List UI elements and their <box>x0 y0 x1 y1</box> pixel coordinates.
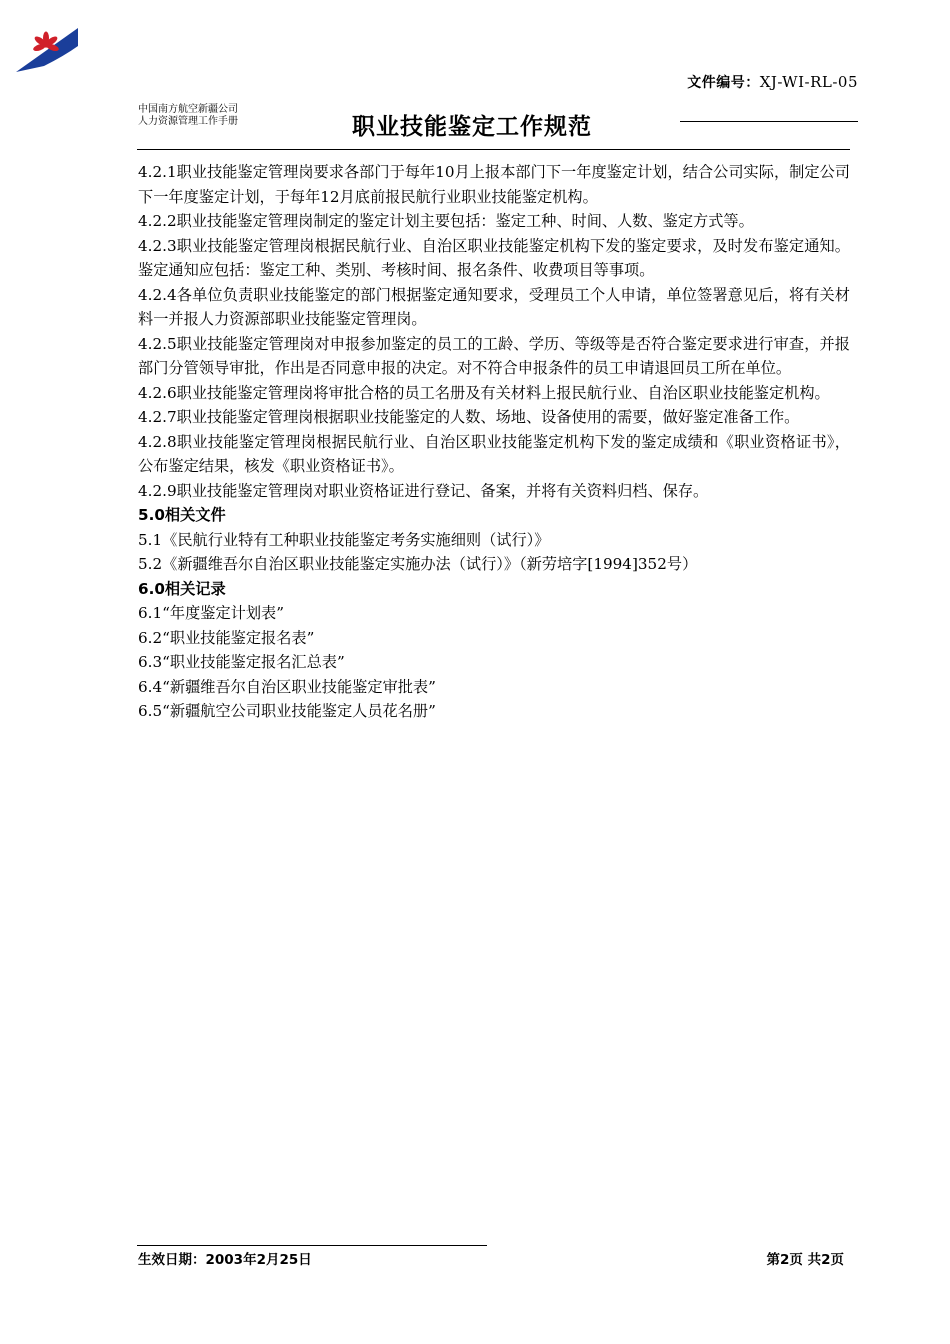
clause-4-2-2: 4.2.2职业技能鉴定管理岗制定的鉴定计划主要包括：鉴定工种、时间、人数、鉴定方式等。 <box>138 212 754 230</box>
list-item: 5.1《民航行业特有工种职业技能鉴定考务实施细则（试行）》 <box>138 530 550 549</box>
header-rule <box>137 149 850 150</box>
organization-name: 中国南方航空新疆公司 <box>138 104 238 115</box>
clause-4-2-6: 4.2.6职业技能鉴定管理岗将审批合格的员工名册及有关材料上报民航行业、自治区职业技能鉴定机构。 <box>138 383 830 402</box>
effective-date: 生效日期：2003年2月25日 <box>138 1252 312 1268</box>
clause-4-2-5: 4.2.5职业技能鉴定管理岗对申报参加鉴定的员工的工龄、学历、等级等是否符合鉴定要求进行审查，并报部门分管领导审批，作出是否同意申报的决定。对不符合申报条件的员工申请退回员工所在单位。 <box>138 334 850 377</box>
organization-block <box>138 104 238 128</box>
list-item: 6.2“职业技能鉴定报名表” <box>138 628 315 647</box>
manual-name: 人力资源管理工作手册 <box>138 116 238 127</box>
document-number-value: XJ-WI-RL-05 <box>759 73 858 91</box>
clause-4-2-8: 4.2.8职业技能鉴定管理岗根据民航行业、自治区职业技能鉴定机构下发的鉴定成绩和《职业资格证书》，公布鉴定结果，核发《职业资格证书》。 <box>138 432 850 475</box>
list-item: 5.2《新疆维吾尔自治区职业技能鉴定实施办法（试行）》（新劳培字[1994]352号） <box>138 555 698 573</box>
list-item: 6.4“新疆维吾尔自治区职业技能鉴定审批表” <box>138 677 436 696</box>
airline-logo-icon <box>14 26 80 74</box>
header-rule-short <box>680 121 858 122</box>
section-5-heading: 5.0相关文件 <box>138 506 226 524</box>
document-number <box>672 72 858 92</box>
footer-rule <box>137 1245 487 1246</box>
list-item: 6.5“新疆航空公司职业技能鉴定人员花名册” <box>138 702 436 720</box>
page-number: 第2页 共2页 <box>766 1252 844 1268</box>
list-item: 6.3“职业技能鉴定报名汇总表” <box>138 653 345 671</box>
document-body <box>138 160 850 724</box>
clause-4-2-4: 4.2.4各单位负责职业技能鉴定的部门根据鉴定通知要求，受理员工个人申请，单位签署意见后，将有关材料一并报人力资源部职业技能鉴定管理岗。 <box>138 285 850 328</box>
page-title: 职业技能鉴定工作规范 <box>352 114 592 140</box>
list-item: 6.1“年度鉴定计划表” <box>138 604 284 622</box>
clause-4-2-1: 4.2.1职业技能鉴定管理岗要求各部门于每年10月上报本部门下一年度鉴定计划，结合公司实际，制定公司下一年度鉴定计划，于每年12月底前报民航行业职业技能鉴定机构。 <box>138 163 850 206</box>
document-number-label: 文件编号： <box>687 75 760 91</box>
clause-4-2-9: 4.2.9职业技能鉴定管理岗对职业资格证进行登记、备案，并将有关资料归档、保存。 <box>138 481 709 500</box>
clause-4-2-3: 4.2.3职业技能鉴定管理岗根据民航行业、自治区职业技能鉴定机构下发的鉴定要求，及时发布鉴定通知。鉴定通知应包括：鉴定工种、类别、考核时间、报名条件、收费项目等事项。 <box>138 236 850 279</box>
clause-4-2-7: 4.2.7职业技能鉴定管理岗根据职业技能鉴定的人数、场地、设备使用的需要，做好鉴定准备工作。 <box>138 408 800 426</box>
section-6-heading: 6.0相关记录 <box>138 579 226 598</box>
